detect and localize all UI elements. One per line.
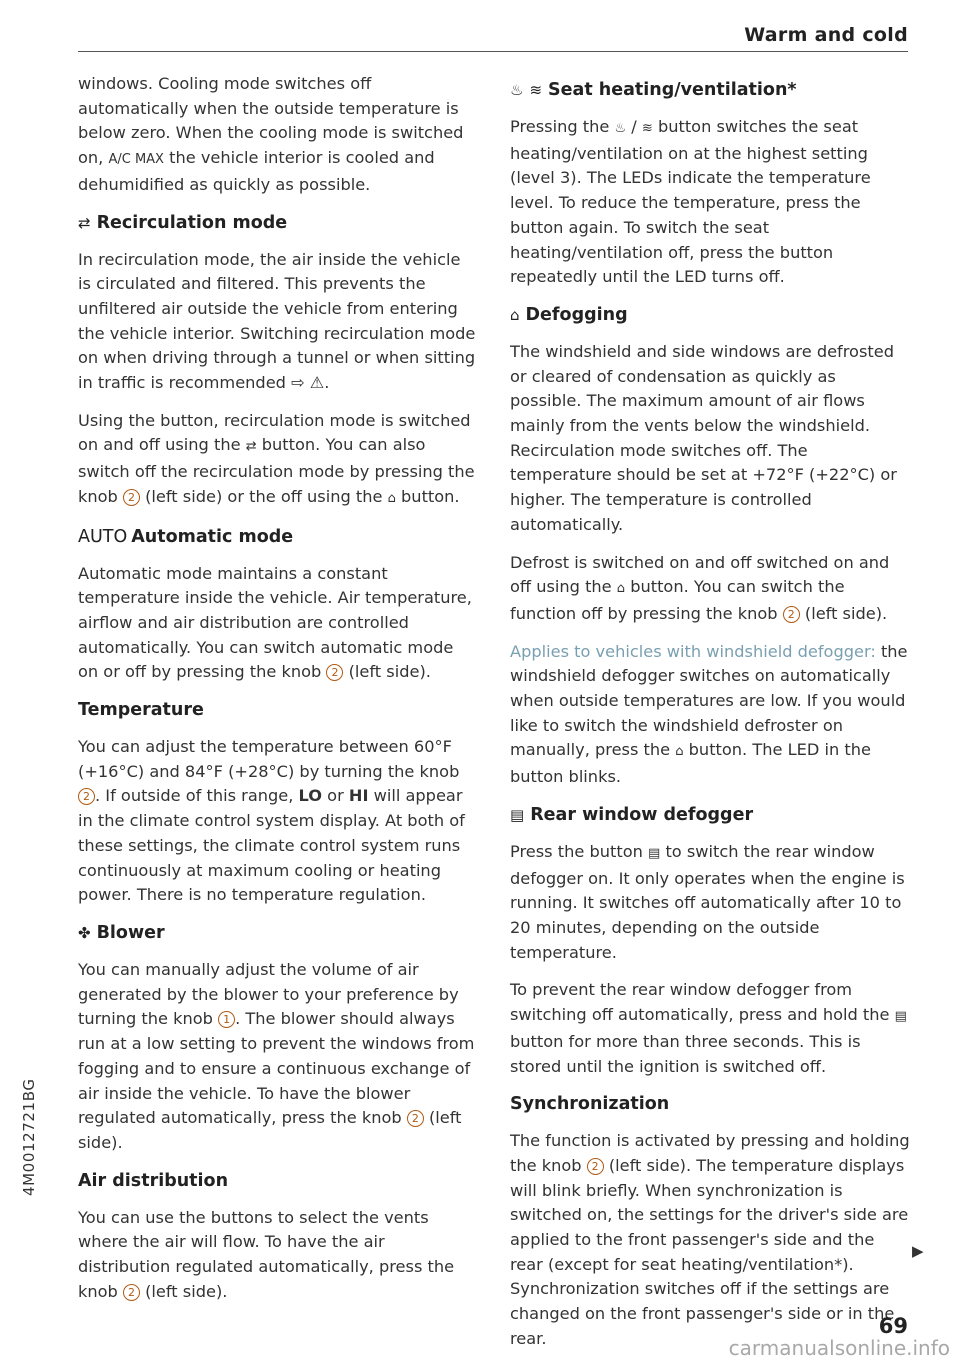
rear-defog-icon: ▤ — [510, 805, 525, 824]
right-column — [510, 72, 910, 1365]
defrost-max-icon: ⌂ — [387, 490, 396, 506]
defogging-paragraph-2: Defrost is switched on and off switched on and off using the ⌂ button. You can switch the function off by pressing the knob 2 (left side). — [510, 552, 890, 623]
defrost-max-icon: ⌂ — [675, 744, 684, 760]
continue-arrow-icon: ▶ — [912, 1242, 924, 1260]
blower-heading: ✤ Blower — [78, 922, 165, 943]
knob-2-marker: 2 — [783, 606, 800, 623]
defogging-paragraph-3: Applies to vehicles with windshield defogger: the windshield defogger switches on automatically when outside temperatures are low. If you would like to switch the windshield defroster on manually, press the ⌂ button. The LED in the button blinks. — [510, 641, 908, 787]
defrost-max-icon: ⌂ — [510, 305, 520, 324]
blower-paragraph: You can manually adjust the volume of air generated by the blower to your preference by turning the knob 1 . The blower should always run at a low setting to prevent the windows from fogging and to ensure a continuous exchange of air inside the vehicle. To have the blower regulated automatically, press the knob 2 (left side). — [78, 959, 475, 1152]
section-title: Warm and cold — [744, 24, 908, 46]
document-code: 4M0012721BG — [20, 1078, 38, 1196]
recirculation-icon: ⇄ — [245, 439, 257, 455]
hi-label: HI — [348, 786, 369, 806]
applies-note: Applies to vehicles with windshield defogger: — [510, 641, 876, 661]
seat-heating-heading: ♨ ≋ Seat heating/ventilation* — [510, 80, 797, 100]
defogging-paragraph-1: The windshield and side windows are defrosted or cleared of condensation as quickly as possible. The maximum amount of air flows mainly from the vents below the windshield. Recirculation mode switches off. The temperature should be set at +72°F (+22°C) or higher. The temperature is controlled automatically. — [510, 341, 897, 534]
left-column — [78, 72, 478, 1317]
recirculation-icon: ⇄ — [78, 213, 91, 232]
knob-2-marker: 2 — [123, 1284, 140, 1301]
lo-label: LO — [298, 786, 323, 806]
seat-heating-icon: ♨ — [510, 81, 524, 99]
knob-2-marker: 2 — [78, 788, 95, 805]
defrost-max-icon: ⌂ — [616, 581, 626, 597]
seat-heating-paragraph: Pressing the ♨ / ≋ button switches the seat heating/ventilation on at the highest setting (level 3). The LEDs indicate the temperature level. To reduce the temperature, press the button again. To switch the seat heating/ventilation off, press the button repeatedly until the LED turns off. — [510, 117, 871, 287]
synchronization-heading: Synchronization — [510, 1094, 670, 1115]
page-number: 69 — [878, 1314, 908, 1338]
knob-2-marker: 2 — [123, 489, 140, 506]
recirculation-paragraph-2: Using the button, recirculation mode is switched on and off using the ⇄ button. You can also switch off the recirculation mode by pressing the knob 2 (left side) or the off using the ⌂ button. — [78, 410, 475, 506]
knob-2-marker: 2 — [587, 1158, 604, 1175]
temperature-heading: Temperature — [78, 700, 204, 721]
knob-2-marker: 2 — [407, 1110, 424, 1127]
knob-2-marker: 2 — [326, 664, 343, 681]
recirculation-heading: ⇄ Recirculation mode — [78, 212, 288, 233]
fan-icon: ✤ — [78, 923, 91, 942]
watermark: carmanualsonline.info — [728, 1336, 950, 1360]
seat-ventilation-icon: ≋ — [641, 121, 653, 136]
rear-defogger-heading: ▤ Rear window defogger — [510, 804, 754, 825]
air-distribution-heading: Air distribution — [78, 1170, 229, 1191]
temperature-paragraph: You can adjust the temperature between 60°F (+16°C) and 84°F (+28°C) by turning the knob 2 . If outside of this range, LO or HI will appear in the climate control system display. At both of these settings, the climate control system runs continuously at maximum cooling or heating power. There is no temperature regulation. — [78, 737, 465, 905]
auto-label: AUTO — [78, 526, 128, 547]
ac-max-icon: A/C MAX — [108, 152, 164, 168]
automatic-mode-heading: AUTO Automatic mode — [78, 526, 294, 547]
defogging-heading: ⌂ Defogging — [510, 304, 628, 325]
knob-1-marker: 1 — [218, 1011, 235, 1028]
seat-heating-icon: ♨ — [614, 121, 627, 136]
seat-ventilation-icon: ≋ — [529, 81, 543, 99]
air-distribution-paragraph: You can use the buttons to select the vents where the air will flow. To have the air distribution regulated automatically, press the knob 2 (left side). — [78, 1207, 455, 1301]
intro-paragraph: windows. Cooling mode switches off automatically when the outside temperature is below zero. When the cooling mode is switched on, A/C MAX the vehicle interior is cooled and dehumidified as quickly as possible. — [78, 74, 464, 194]
rear-defogger-paragraph-1: Press the button ▤ to switch the rear window defogger on. It only operates when the engine is running. It switches off automatically after 10 to 20 minutes, depending on the outside temperature. — [510, 841, 905, 962]
header-divider — [78, 51, 908, 52]
synchronization-paragraph: The function is activated by pressing and holding the knob 2 (left side). The temperature displays will blink briefly. When synchronization is switched on, the settings for the driver's side are applied to the front passenger's side and the rear (except for seat heating/ventilation*). Synchronization switches off if the settings are changed on the front passenger's side or in the rear. — [510, 1131, 910, 1348]
automatic-mode-paragraph: Automatic mode maintains a constant temperature inside the vehicle. Air temperature, airflow and air distribution are controlled automatically. You can switch automatic mode on or off by pressing the knob 2 (left side). — [78, 563, 472, 682]
rear-defog-icon: ▤ — [648, 845, 661, 861]
rear-defog-icon: ▤ — [894, 1009, 907, 1025]
recirculation-paragraph-1: In recirculation mode, the air inside the vehicle is circulated and filtered. This prevents the unfiltered air outside the vehicle from entering the vehicle interior. Switching recirculation mode on when driving through a tunnel or when sitting in traffic is recommended ⇨ ⚠. — [78, 249, 476, 393]
rear-defogger-paragraph-2: To prevent the rear window defogger from switching off automatically, press and hold the ▤ button for more than three seconds. This is stored until the ignition is switched off. — [510, 980, 907, 1076]
